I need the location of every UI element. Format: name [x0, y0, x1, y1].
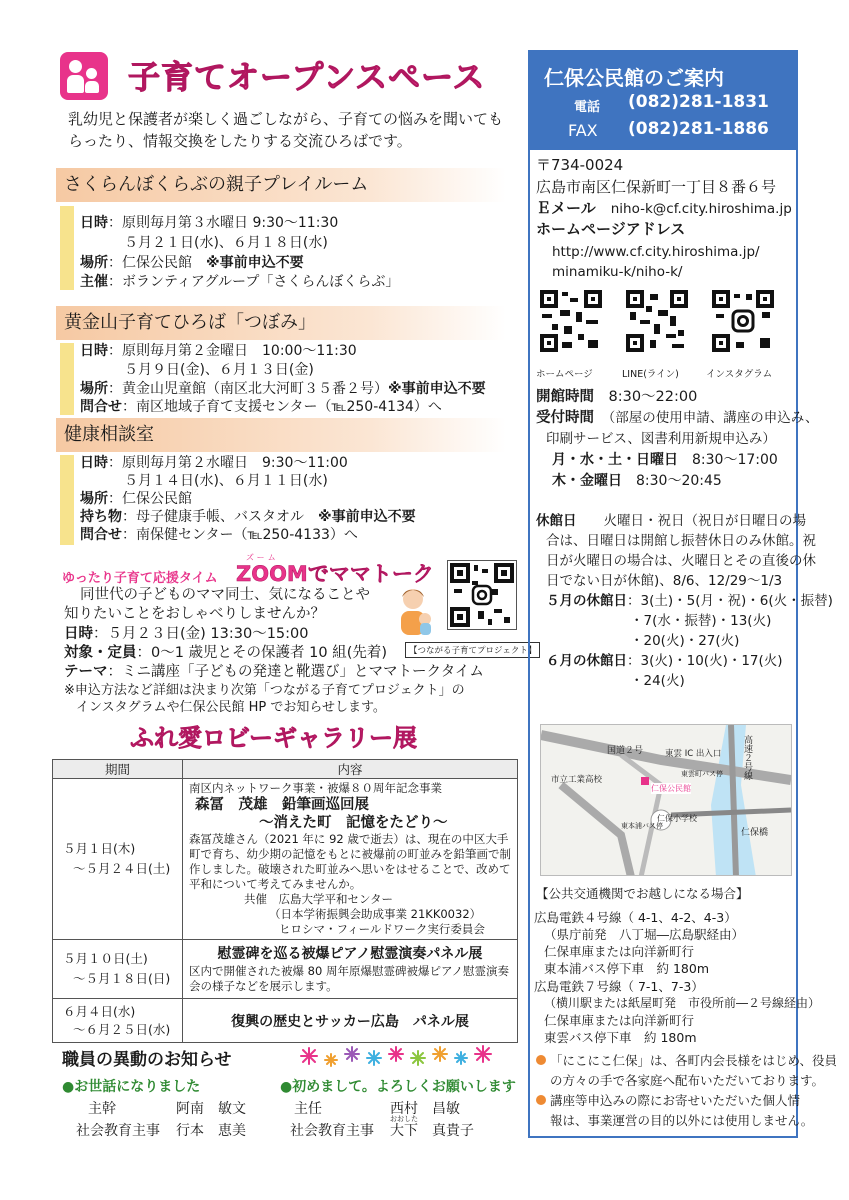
- transit-line: （横川駅または紙屋町発 市役所前―２号線経由）: [544, 996, 821, 1010]
- inquiry-text: ：南保健センター（℡250-4133）へ: [122, 527, 358, 543]
- event-title: 森冨 茂雄 鉛筆画巡回展: [195, 797, 369, 813]
- zoom-note: インスタグラムや仁保公民館 HP でお知らせします。: [76, 700, 386, 715]
- map-label: 東雲 IC 出入口: [665, 749, 722, 759]
- qr-label: インスタグラム: [706, 369, 773, 380]
- place-text: ：黄金山児童館（南区北大河町３５番２号）: [108, 381, 388, 397]
- period-start: ５月１日(木): [63, 841, 136, 856]
- date-text: ５月２１日(水)、６月１８日(水): [124, 235, 328, 251]
- label: 場所: [80, 381, 108, 397]
- open-hours: 8:30～22:00: [608, 389, 698, 405]
- fax-number: (082)281-1886: [628, 119, 769, 139]
- column-header: 期間: [53, 760, 183, 779]
- note-text: 報は、事業運営の目的以外には使用しません。: [550, 1113, 814, 1128]
- map-label: 仁保公民館: [651, 784, 691, 793]
- event-title: 慰霊碑を巡る被爆ピアノ慰霊演奏パネル展: [217, 946, 483, 962]
- date-text: ５月１４日(水)、６月１１日(水): [124, 473, 328, 489]
- target-text: ：0～1 歳児とその保護者 10 組(先着): [136, 645, 388, 661]
- staff-leaving-head: ●お世話になりました: [62, 1079, 201, 1095]
- section-title-tsubomi: 黄金山子育てひろば「つぼみ」: [56, 306, 506, 340]
- transit-line: 広島電鉄７号線（ 7-1、7-3）: [534, 979, 704, 994]
- label: 日時: [64, 626, 93, 642]
- staff-role: 社会教育主事: [290, 1123, 374, 1139]
- open-label: 開館時間: [536, 389, 594, 405]
- date-text: ：５月２３日(金) 13:30～15:00: [93, 626, 309, 642]
- staff-name: 阿南 敏文: [176, 1101, 246, 1117]
- note-text: 講座等申込みの際にお寄せいただいた個人情: [550, 1093, 801, 1108]
- table-row: [53, 999, 518, 1043]
- info-header: [528, 50, 798, 150]
- staff-name: 西村 昌敏: [390, 1101, 460, 1117]
- cosponsor: ヒロシマ・フィールドワーク実行委員会: [279, 922, 485, 936]
- period-end: ～６月２５日(水): [73, 1021, 171, 1037]
- staff-role: 社会教育主事: [76, 1123, 160, 1139]
- line-qr-code[interactable]: [626, 290, 688, 352]
- label: 場所: [80, 255, 108, 271]
- staff-joining-head: ●初めまして。よろしくお願いします: [280, 1079, 516, 1095]
- gallery-title: ふれ愛ロビーギャラリー展: [130, 724, 418, 752]
- place-text: ：仁保公民館: [108, 255, 192, 271]
- qr-caption: 【つながる子育てプロジェクト】: [405, 642, 540, 658]
- hp-link-cont[interactable]: minamiku-k/niho-k/: [552, 264, 683, 280]
- label: 場所: [80, 491, 108, 507]
- transit-line: 広島電鉄４号線（ 4-1、4-2、4-3）: [534, 910, 737, 925]
- event-body: 森冨茂雄さん（2021 年に 92 歳で逝去）は、現在の中区大手町で育ち、幼少期の記憶をもとに被爆前の町並みを鉛筆画で制作しました。破壊された町並みへ思いをはせることで、改めて平和について考えてみませんか。: [189, 832, 511, 891]
- closed-text: 合は、日曜日は開館し振替休日のみ休館。祝: [546, 533, 816, 549]
- closed-label: 休館日: [536, 513, 577, 529]
- transit-line: 仁保車庫または向洋新町行: [544, 1013, 695, 1028]
- staff-role: 主幹: [88, 1101, 116, 1117]
- label: 対象・定員: [64, 645, 137, 661]
- note-text: の方々の手で各家庭へ配布いただいております。: [550, 1073, 825, 1088]
- bring-text: ：母子健康手帳、バスタオル: [122, 509, 304, 525]
- days: 木・金曜日: [552, 473, 622, 489]
- period-start: ５月１０日(土): [63, 951, 148, 966]
- label: 日時: [80, 455, 108, 471]
- closed-text: 日でない日が休館)、8/6、12/29～1/3: [546, 573, 783, 589]
- mother-child-illustration: [393, 585, 439, 637]
- page-title: 子育てオープンスペース: [128, 58, 486, 96]
- map-label: 仁保小学校: [657, 814, 697, 823]
- host-text: ：ボランティアグループ「さくらんぼくらぶ」: [108, 274, 400, 290]
- intro-text: 乳幼児と保護者が楽しく過ごしながら、子育ての悩みを聞いてもらったり、情報交換をしたりする交流ひろばです。: [68, 110, 504, 150]
- qr-label: ホームページ: [536, 369, 593, 380]
- may-label: ５月の休館日: [546, 593, 627, 609]
- staff-title: 職員の異動のお知らせ: [62, 1050, 232, 1070]
- note: ※事前申込不要: [318, 509, 416, 525]
- transit-line: 東雲バス停下車 約 180m: [544, 1030, 697, 1045]
- address: 広島市南区仁保新町一丁目８番６号: [536, 178, 777, 196]
- zoom-subtitle: ゆったり子育て応援タイム: [62, 571, 218, 586]
- table-row: [53, 779, 518, 940]
- name-ruby: おおした: [390, 1115, 418, 1123]
- bullet-icon: [536, 1095, 546, 1105]
- closed-text: 火曜日・祝日（祝日が日曜日の場: [603, 513, 806, 529]
- note: ※事前申込不要: [388, 381, 486, 397]
- label: 主催: [80, 274, 108, 290]
- date-text: ：原則毎月第２金曜日 10:00～11:30: [108, 343, 357, 359]
- info-title: 仁保公民館のご案内: [544, 66, 724, 90]
- accent-bar: [60, 206, 74, 290]
- map-label: 市立工業高校: [551, 775, 603, 785]
- fax-label: FAX: [568, 121, 598, 140]
- zoom-text: 知りたいことをおしゃべりしませんか？: [64, 606, 325, 622]
- date-text: ：原則毎月第３水曜日 9:30～11:30: [108, 215, 339, 231]
- column-header: 内容: [183, 760, 518, 779]
- zoom-text: 同世代の子どものママ同士、気になることや: [80, 587, 370, 603]
- bullet-icon: [536, 1055, 546, 1065]
- homepage-qr-code[interactable]: [540, 290, 602, 352]
- zoom-note: ※申込方法など詳細は決まり次第「つながる子育てプロジェクト」の: [64, 683, 465, 698]
- may-days: ・7(水・振替)・13(火): [630, 613, 772, 629]
- zoom-ruby: ズーム: [246, 553, 279, 562]
- map-label: 高速２号線: [742, 735, 752, 780]
- hours: 8:30～17:00: [692, 452, 778, 468]
- cosponsor: 共催 広島大学平和センター: [244, 892, 394, 906]
- period-end: ～５月２４日(土): [73, 861, 171, 876]
- instagram-qr-code[interactable]: [712, 290, 774, 352]
- label: テーマ: [64, 664, 108, 680]
- period-start: ６月４日(水): [63, 1003, 136, 1019]
- section-title-sakuranbo: さくらんぼくらぶの親子プレイルーム: [56, 168, 506, 202]
- cosponsor: （日本学術振興会助成事業 21KK0032）: [269, 907, 482, 921]
- theme-text: ：ミニ講座「子どもの発達と靴選び」とママトークタイム: [107, 664, 484, 680]
- qr-label: LINE(ライン): [622, 369, 679, 380]
- staff-role: 主任: [294, 1101, 322, 1117]
- transit-line: 東本浦バス停下車 約 180m: [544, 961, 710, 976]
- label: 日時: [80, 343, 108, 359]
- date-text: ：原則毎月第２水曜日 9:30～11:00: [108, 455, 348, 471]
- event-body: 区内で開催された被爆 80 周年原爆慰霊碑被爆ピアノ慰霊演奏会の様子などを展示します。: [189, 964, 510, 993]
- postal-code: 〒734-0024: [536, 156, 624, 174]
- label: 問合せ: [80, 399, 122, 415]
- days: 月・水・土・日曜日: [552, 452, 678, 468]
- hp-link[interactable]: http://www.cf.city.hiroshima.jp/: [552, 244, 760, 260]
- zoom-title: ZOOMでママトーク: [236, 562, 434, 586]
- label: 持ち物: [80, 509, 122, 525]
- june-label: ６月の休館日: [546, 653, 627, 669]
- table-row: [53, 940, 518, 999]
- instagram-qr-code[interactable]: [447, 560, 517, 630]
- june-days: ・24(火): [630, 673, 685, 689]
- map-label: 国道２号: [607, 746, 644, 756]
- hp-label: ホームページアドレス: [536, 220, 686, 238]
- map-label: 東本浦バス停: [621, 822, 663, 830]
- section-title-kenko: 健康相談室: [56, 418, 506, 452]
- reception-note: 印刷サービス、図書利用新規申込み）: [546, 431, 776, 447]
- tel-number: (082)281-1831: [628, 92, 769, 112]
- staff-name: 行本 恵美: [176, 1123, 246, 1139]
- email-link[interactable]: niho-k@cf.city.hiroshima.jp: [610, 201, 792, 217]
- flower-decoration: [295, 1042, 500, 1070]
- note: ※事前申込不要: [206, 255, 304, 271]
- event-title: 復興の歴史とサッカー広島 パネル展: [231, 1013, 469, 1030]
- accent-bar: [60, 455, 74, 545]
- inquiry-text: ：南区地域子育て支援センター（℡250-4134）へ: [122, 399, 442, 415]
- june-days: ：3(火)・10(火)・17(火): [627, 653, 783, 669]
- map-label: 東雲町バス停: [681, 770, 723, 778]
- transit-line: 仁保車庫または向洋新町行: [544, 944, 695, 959]
- family-icon: [60, 52, 108, 100]
- event-sub: 南区内ネットワーク事業・被爆８０周年記念事業: [189, 781, 442, 795]
- label: 日時: [80, 215, 108, 231]
- email-label: Ｅメール: [536, 199, 596, 217]
- date-text: ５月９日(金)、６月１３日(金): [124, 362, 314, 378]
- hours: 8:30～20:45: [636, 473, 722, 489]
- note-text: 「にこにこ仁保」は、各町内会長様をはじめ、役員: [550, 1053, 838, 1068]
- may-days: ・20(火)・27(火): [630, 633, 740, 649]
- reception-note: （部屋の使用申請、講座の申込み、: [608, 410, 819, 426]
- transit-line: （県庁前発 八丁堀―広島駅経由）: [544, 927, 745, 942]
- access-map: [540, 724, 792, 876]
- reception-label: 受付時間: [536, 410, 594, 426]
- closed-text: 日が火曜日の場合は、火曜日とその直後の休: [546, 553, 816, 569]
- tel-label: 電話: [574, 100, 601, 115]
- period-end: ～５月１８日(日): [73, 971, 171, 986]
- map-label: 仁保橋: [741, 828, 769, 838]
- transit-title: 【公共交通機関でお越しになる場合】: [536, 886, 749, 901]
- event-subtitle: ～消えた町 記憶をたどり～: [259, 815, 448, 831]
- may-days: ：3(土)・5(月・祝)・6(火・振替): [627, 593, 833, 609]
- accent-bar: [60, 343, 74, 415]
- label: 問合せ: [80, 527, 122, 543]
- staff-name: 大下 真貴子: [390, 1123, 474, 1139]
- gallery-table: [52, 759, 518, 1043]
- place-text: ：仁保公民館: [108, 491, 192, 507]
